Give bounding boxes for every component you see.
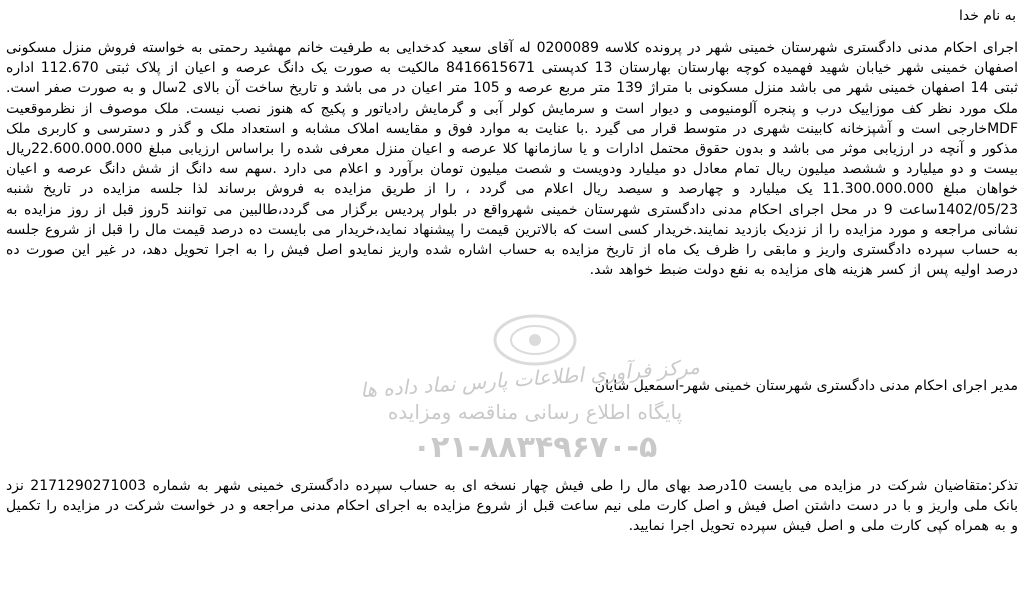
watermark-portal-name: پایگاه اطلاع رسانی مناقصه ومزایده	[387, 400, 683, 424]
watermark	[359, 318, 701, 478]
document-heading: به نام خدا	[958, 8, 1016, 24]
signature-line: مدیر اجرای احکام مدنی دادگستری شهرستان خمینی شهر-اسمعیل شایان	[594, 378, 1018, 394]
watermark-center-name: مرکز فرآوری اطلاعات پارس نماد داده ها	[359, 354, 701, 403]
watermark-logo-icon	[490, 310, 580, 370]
watermark-phone: ۰۲۱-۸۸۳۴۹۶۷۰-۵	[412, 430, 658, 465]
notice-reminder: تذکر:متقاضیان شرکت در مزایده می بایست 10درصد بهای مال را طی فیش چهار نسخه ای به حساب سپرده دادگستری خمینی شهر به شماره 2171290271003 نزد بانک ملی واریز و با در دست داشتن اصل فیش و اصل کارت ملی نیم ساعت قبل از شروع مزایده به اجرای احکام مدنی مراجعه و در خواست شرکت در مزایده را تکمیل و به همراه کپی کارت ملی و اصل فیش سپرده تحویل اجرا نمایید.	[6, 478, 1018, 535]
notice-body: اجرای احکام مدنی دادگستری شهرستان خمینی شهر در پرونده کلاسه 0200089 له آقای سعید کدخدایی به طرفیت خانم مهشید رحمتی به خواسته فروش منزل مسکونی اصفهان خمینی شهر خیابان شهید فهمیده کوچه بهارستان بهارستان 13 کدپستی 8416615671 مالکیت به صورت یک دانگ عرصه و اعیان از پلاک ثبتی 112.670 اداره ثبتی 14 اصفهان خمینی شهر می باشد منزل مسکونی با متراژ 139 متر مربع عرصه و 105 متر اعیان در می باشد و تاریخ ساخت آن بالای 2سال و به صورت صفر است. ملک مورد نظر کف موزاییک درب و پنجره آلومنیومی و دیوار است و سرمایش کولر آبی و گرمایش رادیاتور و پکیج که هنوز نصب نیست. ملک موصوف از نظرموقعیت MDFخارجی است و آشپزخانه کابینت شهری در متوسط قرار می گیرد .با عنایت به موارد فوق و مقایسه املاک مشابه و استعداد ملک و گذر و دسترسی و کاربری ملک مذکور و آنچه در ارزیابی موثر می باشد و بدون حقوق محتمل ادارات و یا سازمانها کلا عرصه و اعیان منزل معرفی شده را براساس ارزیابی مبلغ 22.600.000.000ریال بیست و دو میلیارد و ششصد میلیون ریال تمام معادل دو میلیارد ودویست و شصت میلیون تومان برآورد و اعلام می دارد .سهم سه دانگ از شش دانگ عرصه و اعیان خواهان مبلغ 11.300.000.000 یک میلیارد و چهارصد و سیصد ریال اعلام می گردد ، را از طریق مزایده به فروش برساند لذا جلسه مزایده در تاریخ شنبه 1402/05/23ساعت 9 در محل اجرای احکام مدنی دادگستری شهرستان خمینی شهرواقع در بلوار پردیس برگزار می گردد،طالبین می توانند 5روز قبل از روز مزایده به نشانی مراجعه و مورد مزایده را از نزدیک بازدید نمایند.خریدار کسی است که بالاترین قیمت را پیشنهاد نماید،خریدار می بایست ده درصد قیمت مال را قبل از شروع جلسه به حساب سپرده دادگستری واریز و مابقی را ظرف یک ماه از تاریخ مزایده به حساب اشاره شده واریز نمایدو اصل فیش را به اجرا تحویل دهد، در غیر این صورت ده درصد اولیه پس از کسر هزینه های مزایده به نفع دولت ضبط خواهد شد.	[6, 40, 1019, 279]
